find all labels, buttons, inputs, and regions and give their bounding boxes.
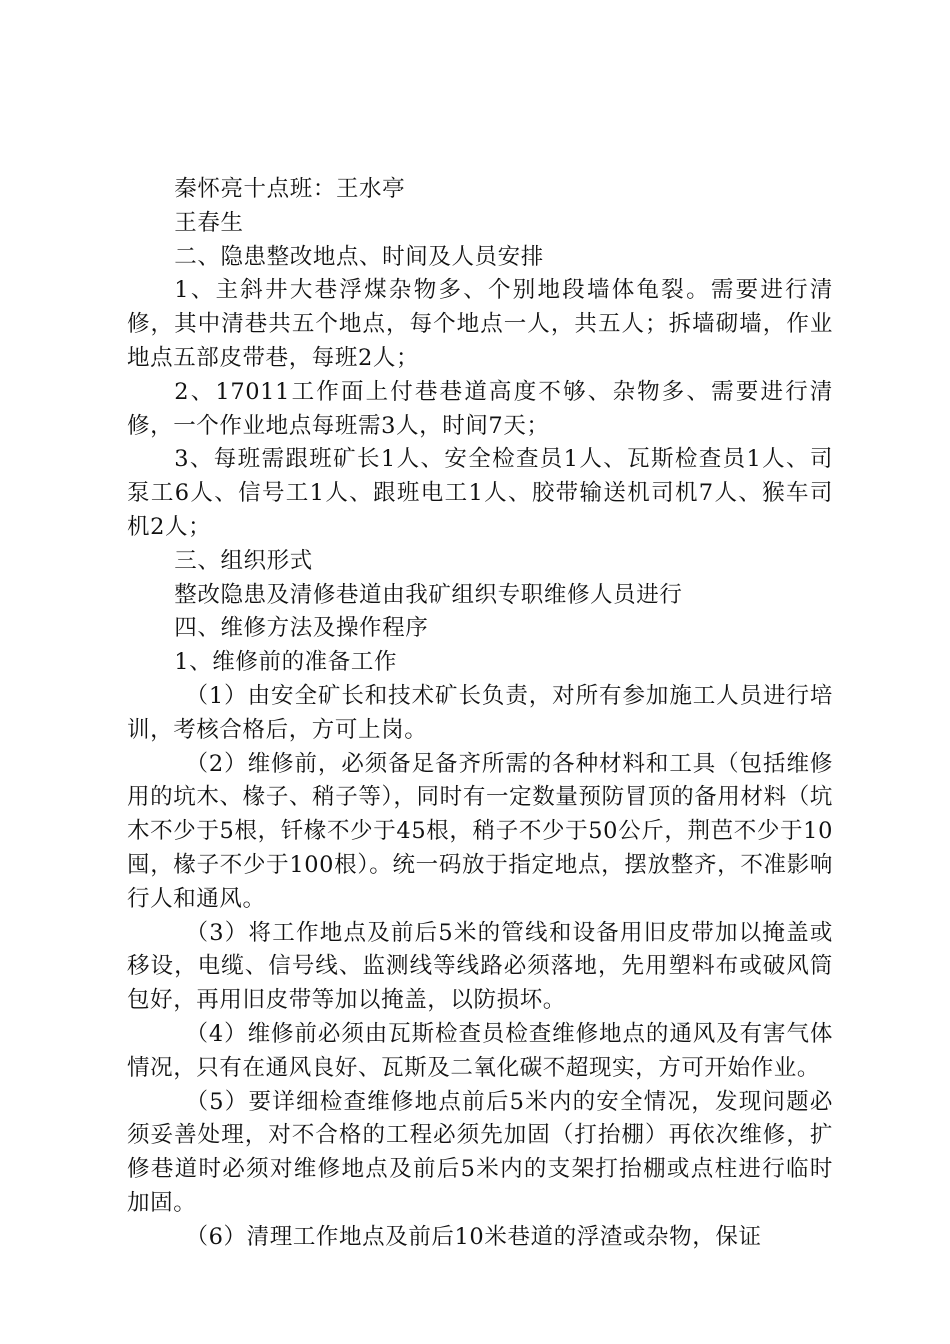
shift-name-line: 王春生 [174, 209, 244, 236]
paragraph-item-3: 3、每班需跟班矿长1人、安全检查员1人、瓦斯检查员1人、司泵工6人、信号工1人、跟班电工1人、胶带输送机司机7人、猴车司机2人； [127, 446, 833, 540]
section-heading-3: 三、组织形式 [174, 547, 313, 574]
paragraph-item-1: 1、主斜井大巷浮煤杂物多、个别地段墙体龟裂。需要进行清修，其中清巷共五个地点，每个地点一人，共五人；拆墙砌墙，作业地点五部皮带巷，每班2人； [127, 277, 833, 371]
subsection-heading-1: 1、维修前的准备工作 [174, 649, 398, 676]
paragraph-step-1: （1）由安全矿长和技术矿长负责，对所有参加施工人员进行培训，考核合格后，方可上岗。 [127, 682, 833, 743]
paragraph-item-2: 2、17011工作面上付巷巷道高度不够、杂物多、需要进行清修，一个作业地点每班需3人，时间7天； [127, 378, 833, 439]
paragraph-step-2: （2）维修前，必须备足备齐所需的各种材料和工具（包括维修用的坑木、椽子、稍子等），同时有一定数量预防冒顶的备用材料（坑木不少于5根，钎椽不少于45根，稍子不少于50公斤，荆芭不少于10囤，椽子不少于100根）。统一码放于指定地点，摆放整齐，不准影响行人和通风。 [127, 750, 833, 912]
paragraph-step-4: （4）维修前必须由瓦斯检查员检查维修地点的通风及有害气体情况，只有在通风良好、瓦斯及二氧化碳不超现实，方可开始作业。 [127, 1020, 833, 1081]
section-heading-2: 二、隐患整改地点、时间及人员安排 [174, 243, 544, 270]
paragraph-step-5: （5）要详细检查维修地点前后5米内的安全情况，发现问题必须妥善处理，对不合格的工程必须先加固（打抬棚）再依次维修，扩修巷道时必须对维修地点及前后5米内的支架打抬棚或点柱进行临时加固。 [127, 1088, 833, 1216]
shift-line: 秦怀亮十点班：王水亭 [174, 176, 406, 202]
organization-line: 整改隐患及清修巷道由我矿组织专职维修人员进行 [174, 581, 683, 608]
paragraph-step-6: （6）清理工作地点及前后10米巷道的浮渣或杂物，保证 [185, 1223, 762, 1250]
paragraph-step-3: （3）将工作地点及前后5米的管线和设备用旧皮带加以掩盖或移设，电缆、信号线、监测线等线路必须落地，先用塑料布或破风筒包好，再用旧皮带等加以掩盖，以防损坏。 [127, 919, 833, 1014]
section-heading-4: 四、维修方法及操作程序 [174, 615, 429, 642]
document-body [127, 173, 833, 1255]
